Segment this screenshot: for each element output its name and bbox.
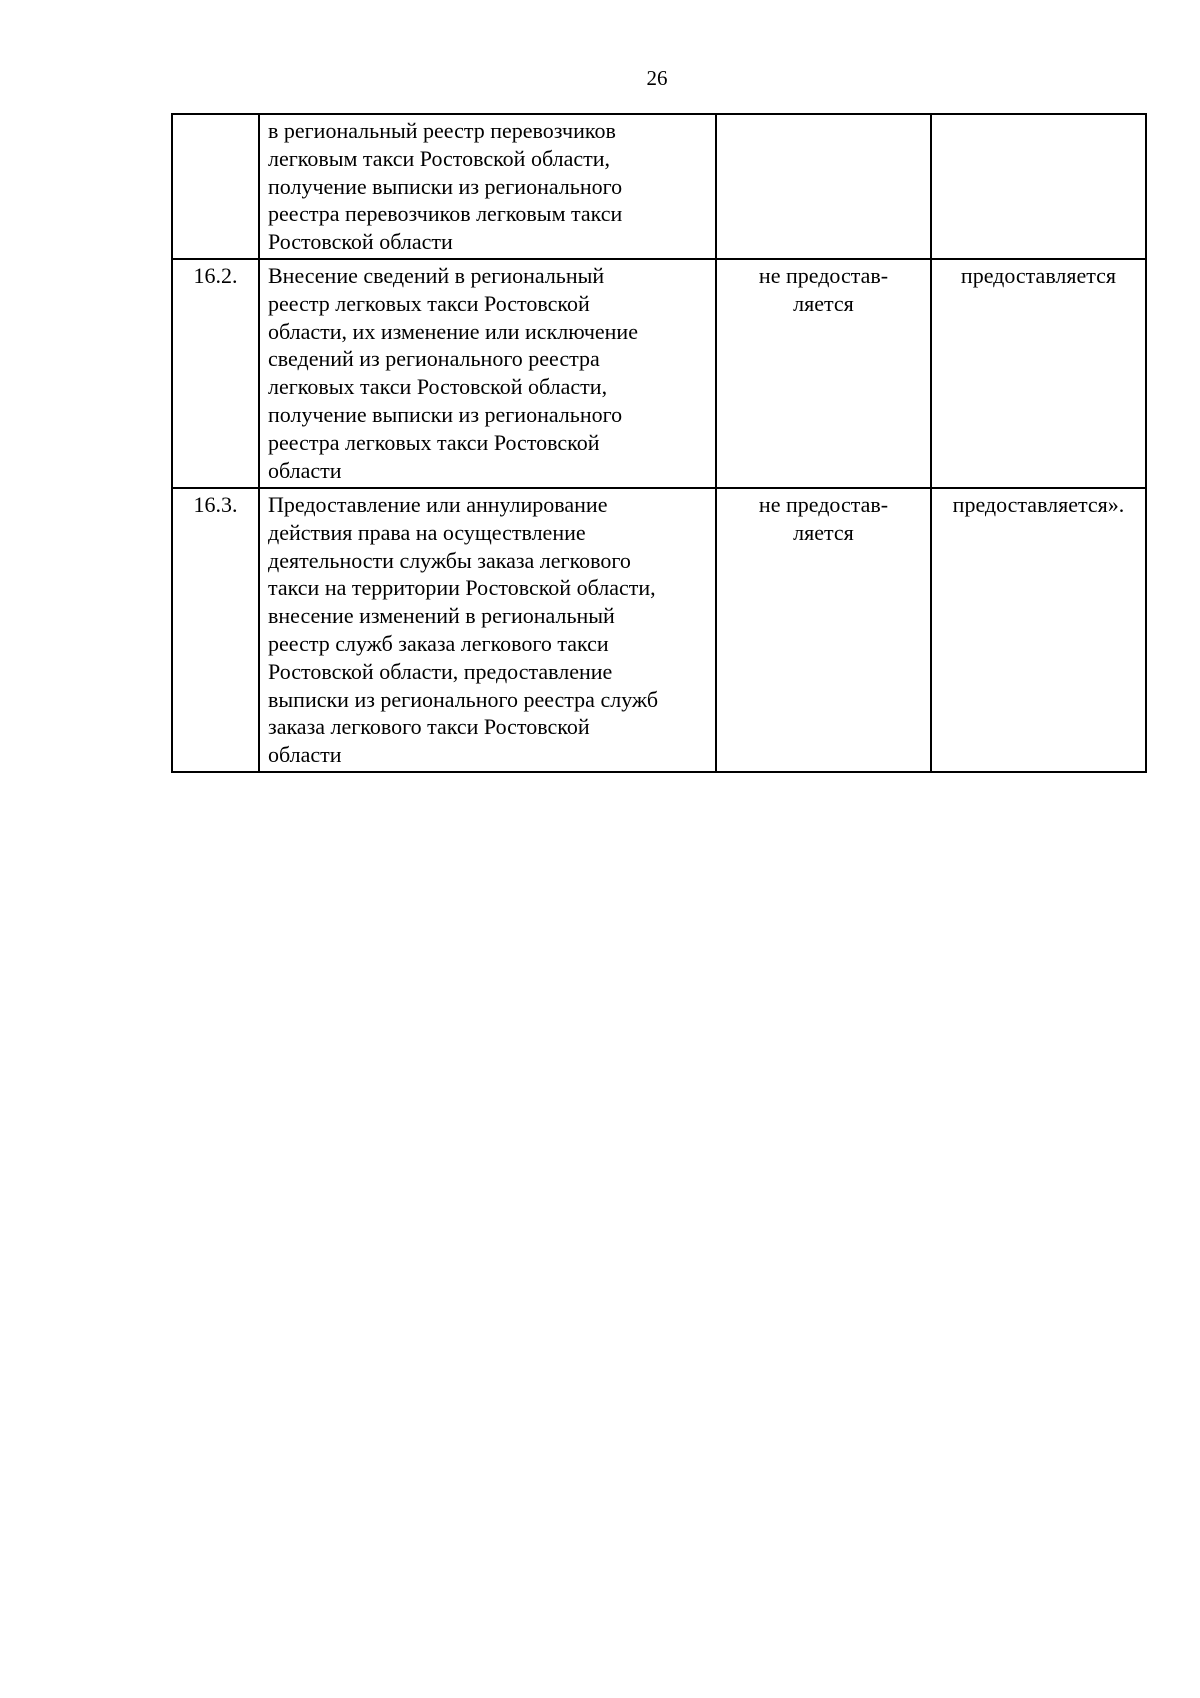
provision-status-cell: не предостав- ляется [716,488,931,772]
service-name-cell: в региональный реестр перевозчиков легковым такси Ростовской области, получение выписки из регионального реестра перевозчиков легковым такси Ростовской области [259,114,716,259]
provision-status-cell: предоставляется [931,259,1146,488]
page-number: 26 [646,66,668,90]
table-row [172,259,1146,488]
table-row [172,114,1146,259]
provision-status-cell: предоставляется». [931,488,1146,772]
row-number-cell [172,114,259,259]
row-number-cell: 16.3. [172,488,259,772]
provision-status-cell: не предостав- ляется [716,259,931,488]
row-number-cell: 16.2. [172,259,259,488]
services-table [171,113,1147,773]
provision-status-cell [716,114,931,259]
service-name-cell: Внесение сведений в региональный реестр легковых такси Ростовской области, их изменение или исключение сведений из регионального реестра легковых такси Ростовской области, получение выписки из регионального реестра легковых такси Ростовской области [259,259,716,488]
service-name-cell: Предоставление или аннулирование действия права на осуществление деятельности службы заказа легкового такси на территории Ростовской области, внесение изменений в региональный реестр служб заказа легкового такси Ростовской области, предоставление выписки из регионального реестра служб заказа легкового такси Ростовской области [259,488,716,772]
table-row [172,488,1146,772]
provision-status-cell [931,114,1146,259]
